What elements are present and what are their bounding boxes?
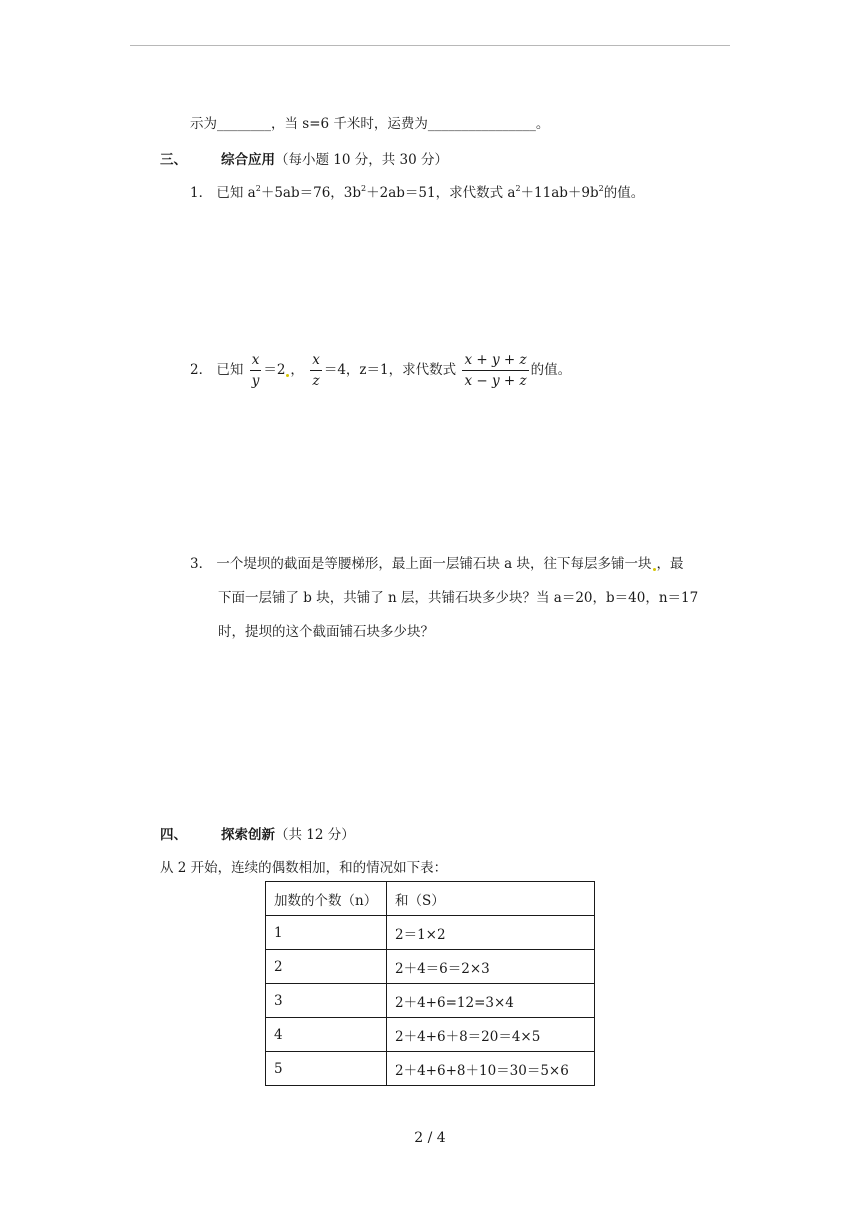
blank: ________________ [427,116,536,132]
question-2 [190,352,571,389]
text: 已知 [216,362,244,378]
question-number: 1． [190,185,213,201]
text: ＝4，z＝1，求代数式 [323,362,457,378]
page-number: 2 / 4 [414,1130,446,1146]
exponent: 2 [361,184,367,193]
denominator: z [312,373,320,389]
header-rule [130,45,730,46]
text: 示为 [190,116,217,132]
numerator: x + y + z [462,352,528,371]
question-3-line-1 [190,552,684,572]
exponent: 2 [515,184,521,193]
table-cell: 2＋4＝6＝2×3 [387,950,595,984]
table-cell: 2＝1×2 [387,916,595,950]
exponent: 2 [598,184,604,193]
table-cell: 3 [266,984,387,1018]
table-cell: 2＋4+6=12=3×4 [387,984,595,1018]
text: ， [290,362,304,378]
table-header: 和（S） [387,882,595,916]
question-number: 2． [190,362,213,378]
table-header-row [266,882,595,916]
table-header: 加数的个数（n） [266,882,387,916]
highlight-mark [653,568,656,571]
question-1 [190,181,644,201]
denominator: x − y + z [464,373,527,389]
text: 的值。 [603,185,645,201]
section-3-heading [221,148,448,168]
text: ＝2 [263,362,286,378]
table-cell: 4 [266,1018,387,1052]
numerator: x [310,352,322,371]
section-note: （每小题 10 分，共 30 分） [275,152,449,168]
question-3-line-3: 时，提坝的这个截面铺石块多少块？ [218,624,434,640]
sum-table [265,881,595,1086]
exponent: 2 [255,184,261,193]
section-note: （共 12 分） [275,827,355,843]
fraction-x-over-z [310,352,322,389]
highlight-mark [286,374,289,377]
section-title: 探索创新 [221,827,275,843]
text: 的值。 [530,362,572,378]
table-cell: 2＋4+6＋8＝20＝4×5 [387,1018,595,1052]
text: ＋11ab＋9b [520,185,599,201]
text: 。 [535,116,550,132]
numerator: x [250,352,262,371]
table-cell: 2 [266,950,387,984]
section-4-number: 四、 [160,827,187,843]
denominator: y [251,373,260,389]
section-title: 综合应用 [221,152,275,168]
question-number: 3． [190,556,213,572]
section-4-heading [221,823,355,843]
question-3-line-2: 下面一层铺了 b 块，共铺了 n 层，共铺石块多少块？当 a＝20，b＝40，n＝17 [218,590,699,606]
text: 一个堤坝的截面是等腰梯形，最上面一层铺石块 a 块，往下每层多铺一块 [216,556,652,572]
table-row [266,950,595,984]
text: ，最 [656,556,684,572]
table-cell: 5 [266,1052,387,1086]
fraction-x-over-y [250,352,262,389]
table-row [266,916,595,950]
section-3-number: 三、 [160,152,187,168]
table-row [266,1052,595,1086]
table-intro: 从 2 开始，连续的偶数相加，和的情况如下表： [160,860,448,876]
blank: ________ [217,116,271,132]
fraction-expression [462,352,528,389]
table-cell: 2＋4+6+8＋10＝30＝5×6 [387,1052,595,1086]
table-row [266,1018,595,1052]
continuation-line [190,112,549,132]
text: ＋5ab＝76，3b [260,185,362,201]
text: ＋2ab＝51，求代数式 a [366,185,516,201]
text: 已知 a [216,185,256,201]
table-cell: 1 [266,916,387,950]
text: ，当 s=6 千米时，运费为 [271,116,428,132]
table-row [266,984,595,1018]
